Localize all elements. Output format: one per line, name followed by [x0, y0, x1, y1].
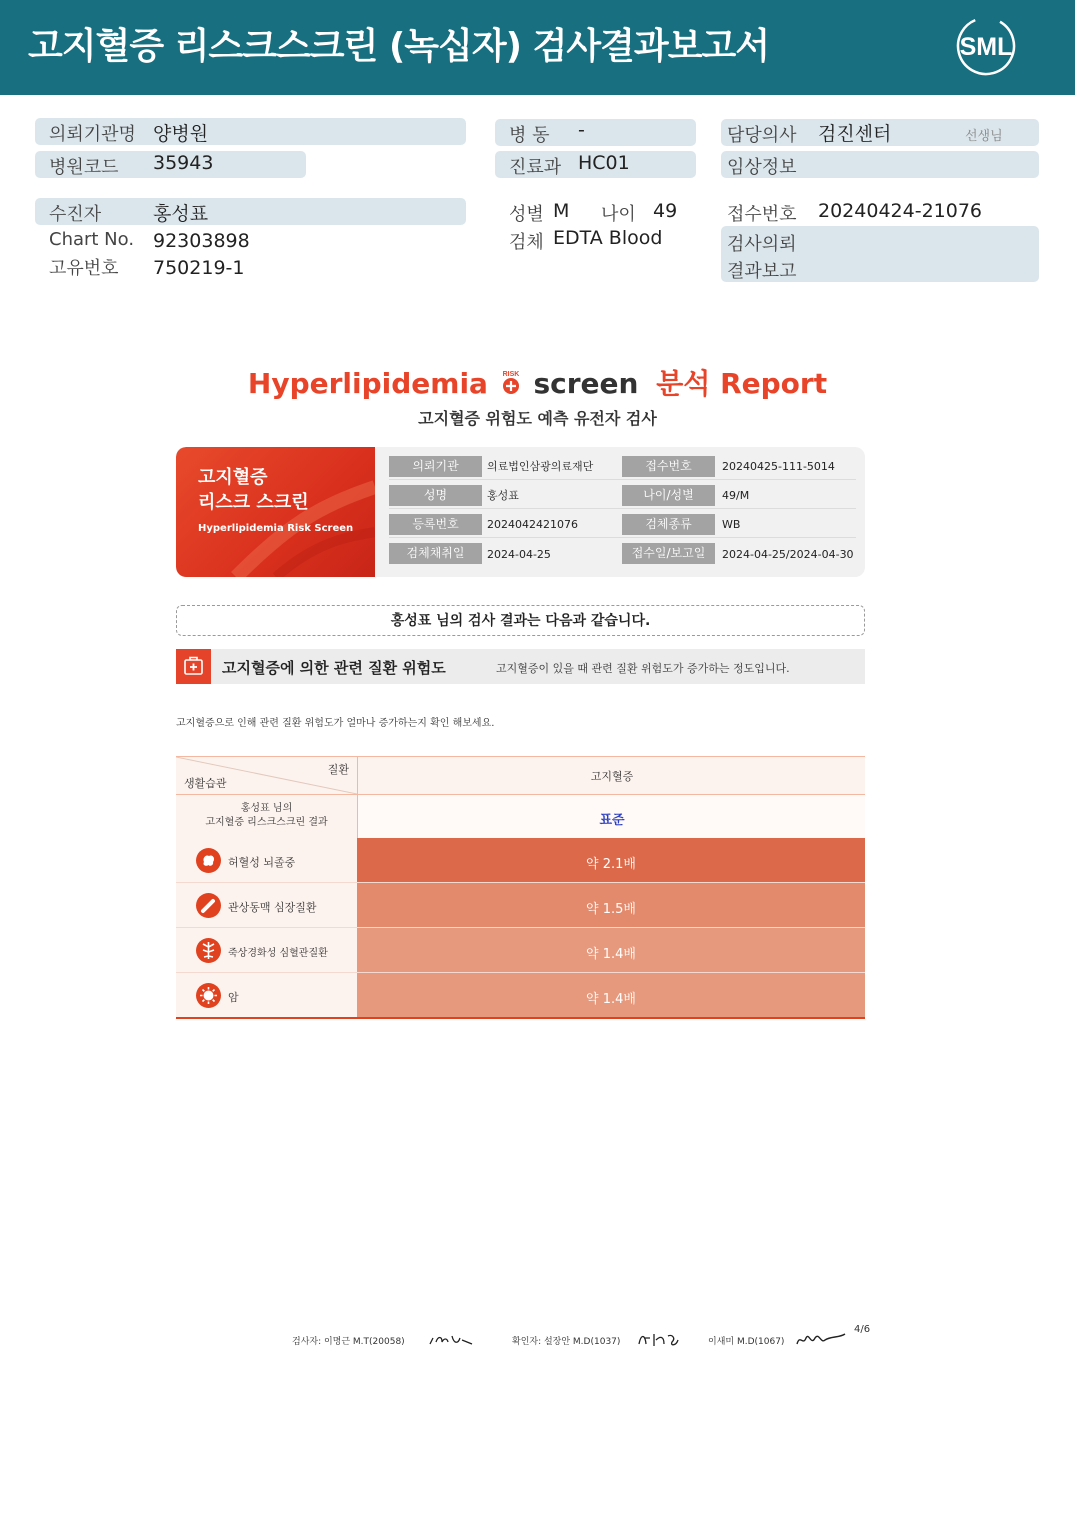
examiner-text: 검사자: 이명근 M.T(20058) [292, 1337, 405, 1347]
card-value: 2024-04-25/2024-04-30 [722, 548, 854, 561]
medical-kit-icon [176, 649, 211, 684]
card-title-line1: 고지혈증 [198, 467, 268, 488]
confirmer-text: 확인자: 설장안 M.D(1037) [512, 1337, 621, 1347]
physician-text: 이새미 M.D(1067) [708, 1337, 785, 1347]
sex-value: M [553, 200, 570, 222]
risk-value-cell [357, 883, 865, 928]
svg-text:SML: SML [959, 33, 1013, 61]
department-label: 진료과 [509, 157, 562, 178]
risk-value-cell [357, 928, 865, 973]
chart-value: 92303898 [153, 230, 250, 252]
patient-label: 수진자 [49, 204, 102, 225]
analysis-report-title [0, 362, 1075, 402]
card-value: 49/M [722, 489, 750, 502]
intro-text: 고지혈증으로 인해 관련 질환 위험도가 얼마나 증가하는지 확인 해보세요. [176, 718, 495, 729]
disease-cell [176, 928, 357, 973]
risk-value-cell [357, 838, 865, 883]
title-screen: screen [533, 367, 639, 400]
table-row [176, 838, 865, 883]
institution-label: 의뢰기관명 [49, 124, 136, 145]
ward-value: - [578, 119, 585, 141]
department-value: HC01 [578, 152, 630, 174]
info-card [176, 447, 865, 577]
page-number: 4/6 [854, 1324, 871, 1335]
title-hyper: Hyperlipidemia [247, 367, 488, 400]
disease-name: 죽상경화성 심혈관질환 [228, 948, 328, 959]
result-message: 홍성표 님의 검사 결과는 다음과 같습니다. [176, 605, 865, 636]
card-label: 접수번호 [622, 456, 715, 477]
ward-label: 병 동 [509, 125, 550, 146]
result-label-cell [176, 795, 357, 838]
card-divider [389, 479, 856, 480]
request-label: 검사의뢰 [727, 234, 797, 255]
card-title-line2: 리스크 스크린 [198, 492, 309, 513]
disease-name: 관상동맥 심장질환 [228, 901, 317, 914]
hospital-code-value: 35943 [153, 152, 214, 174]
artery-icon [196, 938, 221, 963]
result-label [176, 802, 357, 830]
risk-value: 약 1.4배 [586, 947, 636, 962]
card-label: 성명 [389, 485, 482, 506]
svg-text:RISK: RISK [502, 371, 520, 378]
card-brand-panel [176, 447, 375, 577]
column-header-cell [357, 757, 865, 794]
table-bottom-border [176, 1017, 865, 1019]
specimen-value: EDTA Blood [553, 227, 663, 249]
card-value: 2024042421076 [487, 518, 578, 531]
vessel-icon [196, 893, 221, 918]
result-value: 표준 [599, 813, 625, 828]
card-value: 홍성표 [487, 489, 519, 502]
doctor-value: 검진센터 [818, 123, 892, 145]
table-row [176, 883, 865, 928]
doctor-label: 담당의사 [727, 125, 797, 146]
disease-name: 허혈성 뇌졸중 [228, 856, 296, 869]
result-label-line2: 고지혈증 리스크스크린 결과 [205, 817, 328, 828]
sex-label: 성별 [509, 204, 544, 225]
report-header [0, 0, 1075, 95]
disease-cell [176, 973, 357, 1018]
result-value-cell [357, 795, 865, 838]
chart-label: Chart No. [49, 229, 135, 250]
sml-logo [952, 14, 1020, 78]
report-subtitle: 고지혈증 위험도 예측 유전자 검사 [418, 409, 657, 428]
card-label: 접수일/보고일 [622, 543, 715, 564]
table-row [176, 928, 865, 973]
report-label: 결과보고 [727, 261, 797, 282]
corner-bottom-label: 생활습관 [184, 777, 227, 790]
brain-icon [196, 848, 221, 873]
card-title-en: Hyperlipidemia Risk Screen [198, 523, 354, 534]
clinical-info-label: 임상정보 [727, 157, 797, 178]
physician-signature [795, 1328, 850, 1350]
card-divider [389, 508, 856, 509]
section-description: 고지혈증이 있을 때 관련 질환 위험도가 증가하는 정도입니다. [496, 662, 790, 675]
card-value: 20240425-111-5014 [722, 460, 835, 473]
id-value: 750219-1 [153, 257, 245, 279]
risk-value: 약 1.5배 [586, 902, 636, 917]
card-label: 검체종류 [622, 514, 715, 535]
card-label: 의뢰기관 [389, 456, 482, 477]
patient-value: 홍성표 [153, 203, 209, 225]
card-label: 나이/성별 [622, 485, 715, 506]
specimen-label: 검체 [509, 232, 544, 253]
card-value: 의료법인삼광의료재단 [487, 460, 594, 473]
corner-top-label: 질환 [327, 763, 349, 776]
receipt-label: 접수번호 [727, 204, 797, 225]
hospital-code-label: 병원코드 [49, 157, 119, 178]
age-label: 나이 [601, 204, 636, 225]
table-row [176, 973, 865, 1018]
title-kr: 분석 Report [656, 367, 828, 400]
risk-value-cell [357, 973, 865, 1018]
card-label: 등록번호 [389, 514, 482, 535]
age-value: 49 [653, 200, 678, 222]
doctor-suffix: 선생님 [965, 129, 1003, 144]
card-divider [389, 537, 856, 538]
card-label: 검체채취일 [389, 543, 482, 564]
card-value: WB [722, 518, 741, 531]
disease-cell [176, 883, 357, 928]
examiner-signature [428, 1330, 476, 1352]
section-title: 고지혈증에 의한 관련 질환 위험도 [222, 659, 446, 677]
card-title [198, 465, 309, 515]
institution-value: 양병원 [153, 123, 209, 145]
section-header [176, 649, 865, 684]
receipt-value: 20240424-21076 [818, 200, 983, 222]
risk-badge-icon [498, 370, 524, 396]
result-row [176, 795, 865, 838]
column-header: 고지혈증 [590, 770, 634, 783]
confirmer-signature [636, 1328, 686, 1352]
card-value: 2024-04-25 [487, 548, 551, 561]
table-header-row [176, 757, 865, 794]
cancer-cell-icon [196, 983, 221, 1008]
id-label: 고유번호 [49, 258, 119, 279]
risk-value: 약 1.4배 [586, 992, 636, 1007]
disease-name: 암 [228, 991, 239, 1004]
corner-cell [176, 757, 357, 794]
result-label-line1: 홍성표 님의 [240, 803, 293, 814]
disease-cell [176, 838, 357, 883]
risk-value: 약 2.1배 [586, 857, 636, 872]
report-title: 고지혈증 리스크스크린 (녹십자) 검사결과보고서 [28, 26, 770, 67]
